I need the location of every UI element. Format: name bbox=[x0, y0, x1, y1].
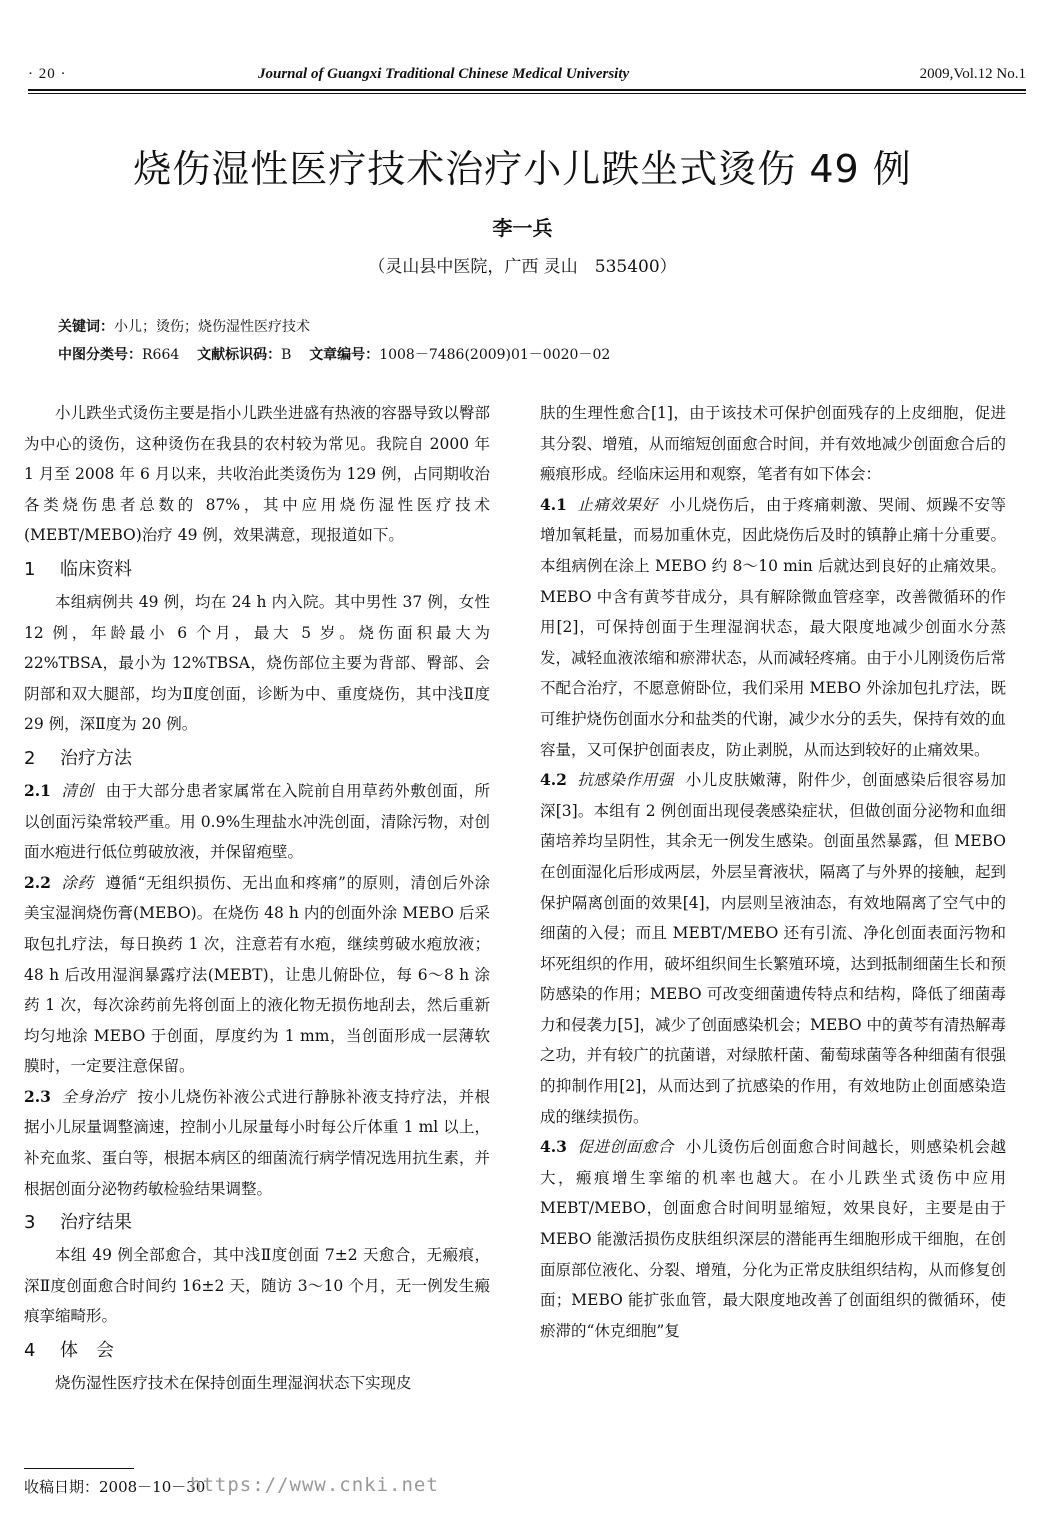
footnote-rule bbox=[24, 1468, 134, 1469]
section-heading-2 bbox=[24, 744, 490, 774]
section-title: 临床资料 bbox=[60, 558, 132, 580]
subsection-number: 4.3 bbox=[540, 1137, 567, 1157]
section-number: 4 bbox=[24, 1340, 36, 1362]
intro-paragraph: 小儿跌坐式烫伤主要是指小儿跌坐进盛有热液的容器导致以臀部为中心的烫伤，这种烫伤在我县的农村较为常见。我院自 2000 年 1 月至 2008 年 6 月以来，共收治此类烫伤为 129 例，占同期收治各类烧伤患者总数的 87%，其中应用烧伤湿性医疗技术(MEBT/MEBO)治疗 49 例，效果满意，现报道如下。 bbox=[24, 404, 490, 545]
continued-paragraph: 肤的生理性愈合[1]，由于该技术可保护创面残存的上皮细胞，促进其分裂、增殖，从而缩短创面愈合时间，并有效地减少创面愈合后的瘢痕形成。经临床运用和观察，笔者有如下体会： bbox=[540, 404, 1006, 484]
section-title: 体 会 bbox=[60, 1340, 114, 1362]
journal-name: Journal of Guangxi Traditional Chinese Medical University bbox=[258, 66, 630, 82]
keywords-label: 关键词： bbox=[58, 319, 114, 335]
subsection-title: 涂药 bbox=[60, 873, 94, 892]
class-label: 中图分类号： bbox=[58, 347, 142, 363]
section-4-text: 烧伤湿性医疗技术在保持创面生理湿润状态下实现皮 bbox=[55, 1374, 412, 1393]
doc-code-label: 文献标识码： bbox=[197, 347, 282, 363]
author-affiliation: （灵山县中医院，广西 灵山 535400） bbox=[368, 257, 677, 277]
section-number: 2 bbox=[24, 747, 36, 769]
keywords-line bbox=[58, 316, 310, 336]
section-title: 治疗方法 bbox=[60, 747, 132, 769]
article-no-value: 1008－7486(2009)01－0020－02 bbox=[379, 347, 611, 363]
author-name: 李一兵 bbox=[492, 216, 553, 240]
subsection-2-2 bbox=[24, 868, 490, 1082]
article-no-label: 文章编号： bbox=[309, 347, 380, 363]
volume-info: 2009,Vol.12 No.1 bbox=[919, 66, 1026, 82]
subsection-title: 全身治疗 bbox=[60, 1087, 126, 1106]
section-heading-1 bbox=[24, 555, 490, 585]
subsection-2-3 bbox=[24, 1082, 490, 1204]
subsection-4-2 bbox=[540, 765, 1006, 1132]
section-heading-3 bbox=[24, 1208, 490, 1238]
header-rule-thin bbox=[28, 93, 1026, 94]
subsection-title: 促进创面愈合 bbox=[576, 1138, 674, 1157]
subsection-text: 小儿烫伤后创面愈合时间越长，则感染机会越大，瘢痕增生挛缩的机率也越大。在小儿跌坐式烫伤中应用 MEBT/MEBO，创面愈合时间明显缩短，效果良好，主要是由于 MEBO 能激活损伤皮肤组织深层的潜能再生细胞形成干细胞，在创面原部位液化、分裂、增殖，分化为正常皮肤组织结构，从而修复创面；MEBO 能扩张血管，最大限度地改善了创面组织的微循环，使瘀滞的“休克细胞”复 bbox=[540, 1138, 1006, 1340]
doc-code-value: B bbox=[281, 347, 292, 363]
header-rule-thick bbox=[28, 89, 1026, 91]
subsection-number: 4.2 bbox=[540, 770, 567, 790]
classification-line bbox=[58, 344, 610, 364]
subsection-text: 按小儿烧伤补液公式进行静脉补液支持疗法，并根据小儿尿量调整滴速，控制小儿尿量每小时每公斤体重 1 ml 以上，补充血浆、蛋白等，根据本病区的细菌流行病学情况选用抗生素，并根据创面分泌物药敏检验结果调整。 bbox=[24, 1087, 490, 1198]
received-date: 收稿日期：2008－10－30 bbox=[24, 1478, 206, 1496]
section-3-text: 本组 49 例全部愈合，其中浅Ⅱ度创面 7±2 天愈合，无瘢痕，深Ⅱ度创面愈合时间约 16±2 天，随访 3～10 个月，无一例发生瘢痕挛缩畸形。 bbox=[24, 1246, 490, 1326]
cnki-watermark: https://www.cnki.net bbox=[190, 1474, 439, 1496]
section-number: 3 bbox=[24, 1212, 36, 1234]
page-number: · 20 · bbox=[28, 66, 67, 82]
subsection-number: 2.1 bbox=[24, 780, 51, 800]
section-1-text: 本组病例共 49 例，均在 24 h 内入院。其中男性 37 例，女性 12 例，年龄最小 6 个月，最大 5 岁。烧伤面积最大为 22%TBSA，最小为 12%TBSA，烧伤部位主要为背部、臀部、会阴部和双大腿部，均为Ⅱ度创面，诊断为中、重度烧伤，其中浅Ⅱ度 29 例，深Ⅱ度为 20 例。 bbox=[24, 592, 490, 734]
subsection-number: 2.3 bbox=[24, 1086, 51, 1106]
running-header bbox=[28, 62, 1026, 90]
class-value: R664 bbox=[142, 347, 180, 363]
subsection-text: 小儿烧伤后，由于疼痛刺激、哭闹、烦躁不安等增加氧耗量，而易加重休克，因此烧伤后及时的镇静止痛十分重要。本组病例在涂上 MEBO 约 8～10 min 后就达到良好的止痛效果。MEBO 中含有黄芩苷成分，具有解除微血管痉挛，改善微循环的作用[2]，可保持创面于生理湿润状态，最大限度地减少创面水分蒸发，减轻血液浓缩和瘀滞状态，从而减轻疼痛。由于小儿刚烫伤后常不配合治疗，不愿意俯卧位，我们采用 MEBO 外涂加包扎疗法，既可维护烧伤创面水分和盐类的代谢，减少水分的丢失，保持有效的血容量，又可保护创面表皮，防止剥脱，从而达到较好的止痛效果。 bbox=[540, 495, 1006, 759]
subsection-text: 由于大部分患者家属常在入院前自用草药外敷创面，所以创面污染常较严重。用 0.9%生理盐水冲洗创面，清除污物，对创面水疱进行低位剪破放液，并保留疱壁。 bbox=[24, 781, 490, 862]
subsection-title: 清创 bbox=[60, 781, 94, 800]
subsection-number: 4.1 bbox=[540, 494, 567, 514]
left-column bbox=[24, 398, 490, 1399]
subsection-4-3 bbox=[540, 1132, 1006, 1346]
section-title: 治疗结果 bbox=[60, 1212, 132, 1234]
subsection-2-1 bbox=[24, 776, 490, 868]
subsection-4-1 bbox=[540, 490, 1006, 765]
subsection-text: 遵循“无组织损伤、无出血和疼痛”的原则，清创后外涂美宝湿润烧伤膏(MEBO)。在烧伤 48 h 内的创面外涂 MEBO 后采取包扎疗法，每日换药 1 次，注意若有水疱，继续剪破水疱放液；48 h 后改用湿润暴露疗法(MEBT)，让患儿俯卧位，每 6～8 h 涂药 1 次，每次涂药前先将创面上的液化物无损伤地刮去，然后重新均匀地涂 MEBO 于创面，厚度约为 1 mm，当创面形成一层薄软膜时，一定要注意保留。 bbox=[24, 873, 490, 1076]
section-heading-4 bbox=[24, 1336, 490, 1366]
subsection-title: 抗感染作用强 bbox=[576, 771, 674, 790]
section-number: 1 bbox=[24, 558, 36, 580]
subsection-number: 2.2 bbox=[24, 872, 51, 892]
article-title: 烧伤湿性医疗技术治疗小儿跌坐式烫伤 49 例 bbox=[133, 147, 912, 191]
subsection-text: 小儿皮肤嫩薄，附件少，创面感染后很容易加深[3]。本组有 2 例创面出现侵袭感染症状，但做创面分泌物和血细菌培养均呈阴性，其余无一例发生感染。创面虽然暴露，但 MEBO 在创面湿化后形成两层，外层呈膏液状，隔离了与外界的接触，起到保护隔离创面的效果[4]，内层则呈液油态，有效地隔离了空气中的细菌的入侵；而且 MEBT/MEBO 还有引流、净化创面表面污物和坏死组织的作用，破坏组织间生长繁殖环境，达到抵制细菌生长和预防感染的作用；MEBO 可改变细菌遗传特点和结构，降低了细菌毒力和侵袭力[5]，减少了创面感染机会；MEBO 中的黄芩有清热解毒之功，并有较广的抗菌谱，对绿脓杆菌、葡萄球菌等各种细菌有很强的抑制作用[2]，从而达到了抗感染的作用，有效地防止创面感染造成的继续损伤。 bbox=[540, 771, 1006, 1126]
keywords-text: 小儿；烫伤；烧伤湿性医疗技术 bbox=[114, 319, 310, 335]
subsection-title: 止痛效果好 bbox=[576, 495, 658, 514]
right-column bbox=[540, 398, 1006, 1346]
